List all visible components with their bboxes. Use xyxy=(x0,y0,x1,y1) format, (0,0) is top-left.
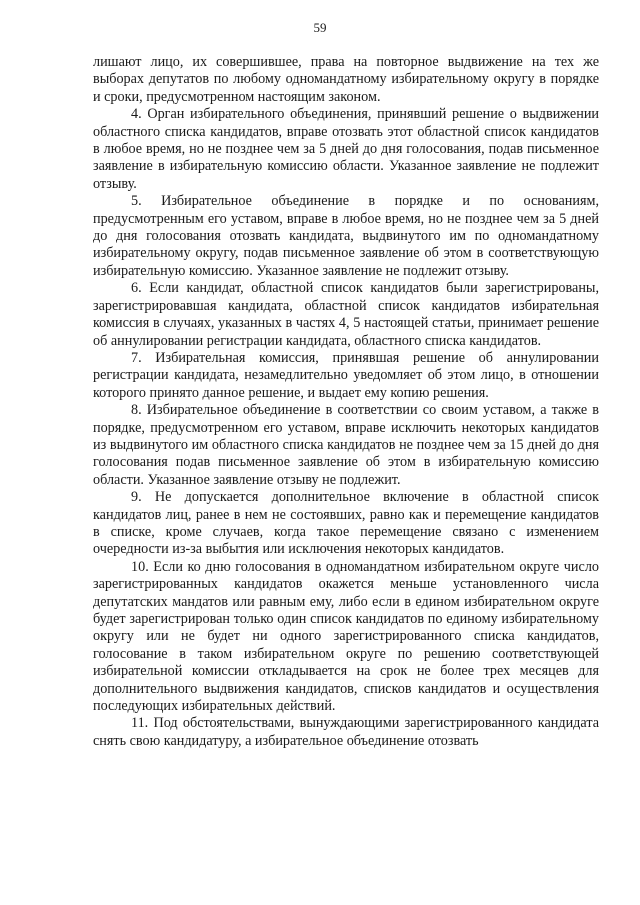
paragraph-5: 5. Избирательное объединение в порядке и по основаниям, предусмотренным его уставом, вправе в любое время, но не позднее чем за 5 дней до дня голосования отозвать кандидата, выдвинутого им по одномандатному избирательному округу, подав письменное заявление об этом в соответствующую избирательную комиссию. Указанное заявление не подлежит отзыву. xyxy=(93,193,599,279)
paragraph-7: 7. Избирательная комиссия, принявшая решение об аннулировании регистрации кандидата, незамедлительно уведомляет об этом лицо, в отношении которого принято данное решение, и выдает ему копию решения. xyxy=(93,349,599,401)
paragraph-10: 10. Если ко дню голосования в одномандатном избирательном округе число зарегистрированных кандидатов окажется меньше установленного числа депутатских мандатов или равным ему, либо если в едином избирательном округе будет зарегистрирован только один список кандидатов по единому избирательному округу или не будет ни одного зарегистрированного списка кандидатов, голосование в таком избирательном округе по решению соответствующей избирательной комиссии откладывается на срок не более трех месяцев для дополнительного выдвижения кандидатов, списков кандидатов и осуществления последующих избирательных действий. xyxy=(93,558,599,715)
document-body xyxy=(93,54,599,750)
paragraph-4: 4. Орган избирательного объединения, принявший решение о выдвижении областного списка кандидатов, вправе отозвать этот областной список кандидатов в любое время, но не позднее чем за 5 дней до дня голосования, подав письменное заявление в избирательную комиссию области. Указанное заявление не подлежит отзыву. xyxy=(93,106,599,192)
paragraph-11: 11. Под обстоятельствами, вынуждающими зарегистрированного кандидата снять свою кандидатуру, а избирательное объединение отозвать xyxy=(93,715,599,749)
paragraph-8: 8. Избирательное объединение в соответствии со своим уставом, а также в порядке, предусмотренном его уставом, вправе исключить некоторых кандидатов из выдвинутого им областного списка кандидатов не позднее чем за 15 дней до дня голосования подав письменное заявление об этом в избирательную комиссию области. Указанное заявление отзыву не подлежит. xyxy=(93,402,599,488)
paragraph-6: 6. Если кандидат, областной список кандидатов были зарегистрированы, зарегистрировавшая кандидата, областной список кандидатов избирательная комиссия в случаях, указанных в частях 4, 5 настоящей статьи, принимает решение об аннулировании регистрации кандидата, областного списка кандидатов. xyxy=(93,280,599,349)
paragraph-9: 9. Не допускается дополнительное включение в областной список кандидатов лиц, ранее в нем не состоявших, равно как и перемещение кандидатов в списке, кроме случаев, когда такое перемещение связано с изменением очередности из-за выбытия или исключения некоторых кандидатов. xyxy=(93,489,599,558)
page-number: 59 xyxy=(313,20,327,35)
paragraph-continuation: лишают лицо, их совершившее, права на повторное выдвижение на тех же выборах депутатов по любому одномандатному избирательному округу в порядке и сроки, предусмотренном настоящим законом. xyxy=(93,54,599,105)
